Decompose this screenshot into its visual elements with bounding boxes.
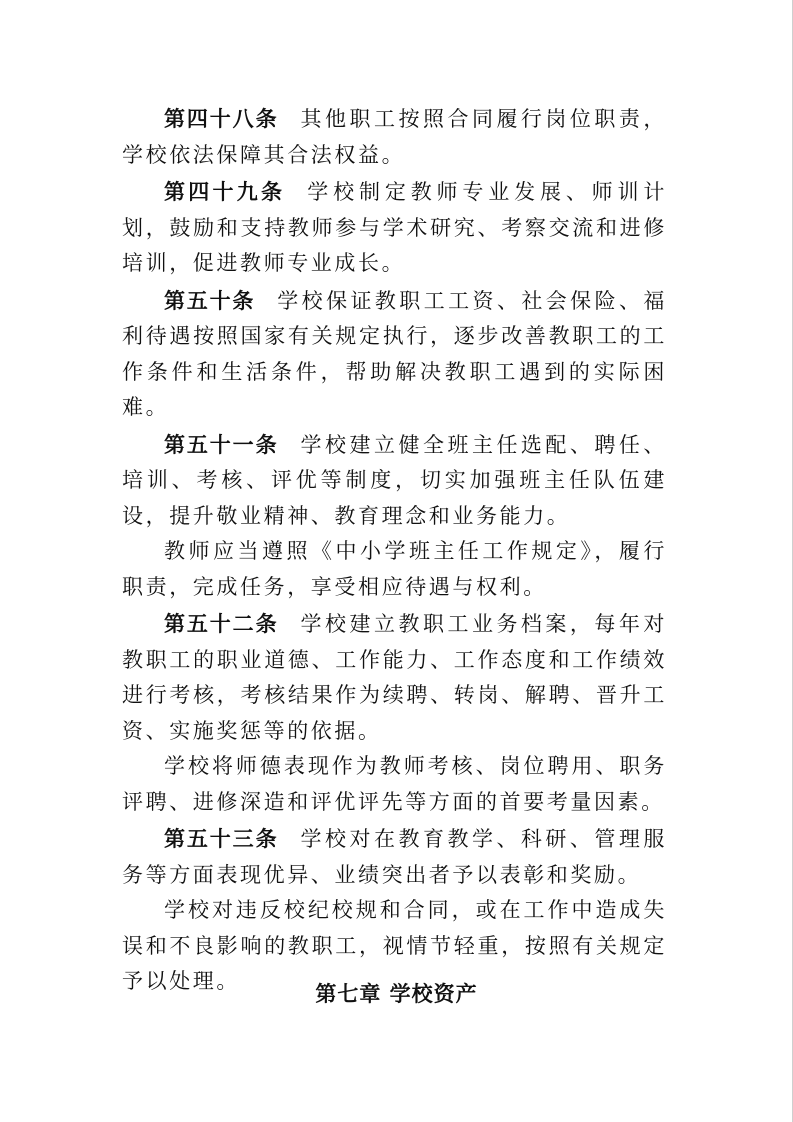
article-number: 第五十二条 bbox=[164, 611, 279, 636]
article-51-paragraph-2 bbox=[122, 534, 667, 605]
article-52 bbox=[122, 606, 667, 749]
paragraph-text: 学校将师德表现作为教师考核、岗位聘用、职务评聘、进修深造和评优评先等方面的首要考量因素。 bbox=[122, 754, 667, 814]
article-text: 其他职工按照合同履行岗位职责，学校依法保障其合法权益。 bbox=[122, 107, 668, 167]
paragraph-text: 学校对违反校纪校规和合同，或在工作中造成失误和不良影响的教职工，视情节轻重，按照有关规定予以处理。 bbox=[122, 898, 667, 993]
article-number: 第五十三条 bbox=[164, 826, 279, 851]
article-53 bbox=[122, 821, 667, 893]
article-48 bbox=[122, 101, 667, 173]
article-49 bbox=[122, 174, 667, 282]
document-body bbox=[122, 100, 667, 1000]
article-text: 学校对在教育教学、科研、管理服务等方面表现优异、业绩突出者予以表彰和奖励。 bbox=[122, 827, 668, 887]
article-text: 学校建立健全班主任选配、聘任、培训、考核、评优等制度，切实加强班主任队伍建设，提升敬业精神、教育理念和业务能力。 bbox=[122, 432, 668, 528]
article-text: 学校保证教职工工资、社会保险、福利待遇按照国家有关规定执行，逐步改善教职工的工作条件和生活条件，帮助解决教职工遇到的实际困难。 bbox=[122, 288, 667, 419]
chapter-heading: 第七章 学校资产 bbox=[315, 981, 478, 1006]
article-number: 第四十八条 bbox=[164, 106, 279, 131]
article-50 bbox=[122, 283, 667, 426]
article-number: 第五十条 bbox=[164, 287, 256, 313]
article-number: 第五十一条 bbox=[164, 431, 279, 457]
article-number: 第四十九条 bbox=[164, 179, 286, 204]
article-text: 学校制定教师专业发展、师训计划，鼓励和支持教师参与学术研究、考察交流和进修培训，促进教师专业成长。 bbox=[122, 180, 667, 275]
paragraph-text: 教师应当遵照《中小学班主任工作规定》，履行职责，完成任务，享受相应待遇与权利。 bbox=[122, 539, 667, 599]
article-text: 学校建立教职工业务档案，每年对教职工的职业道德、工作能力、工作态度和工作绩效进行考核，考核结果作为续聘、转岗、解聘、晋升工资、实施奖惩等的依据。 bbox=[122, 612, 668, 743]
article-52-paragraph-2 bbox=[122, 749, 667, 820]
article-51 bbox=[122, 427, 667, 535]
